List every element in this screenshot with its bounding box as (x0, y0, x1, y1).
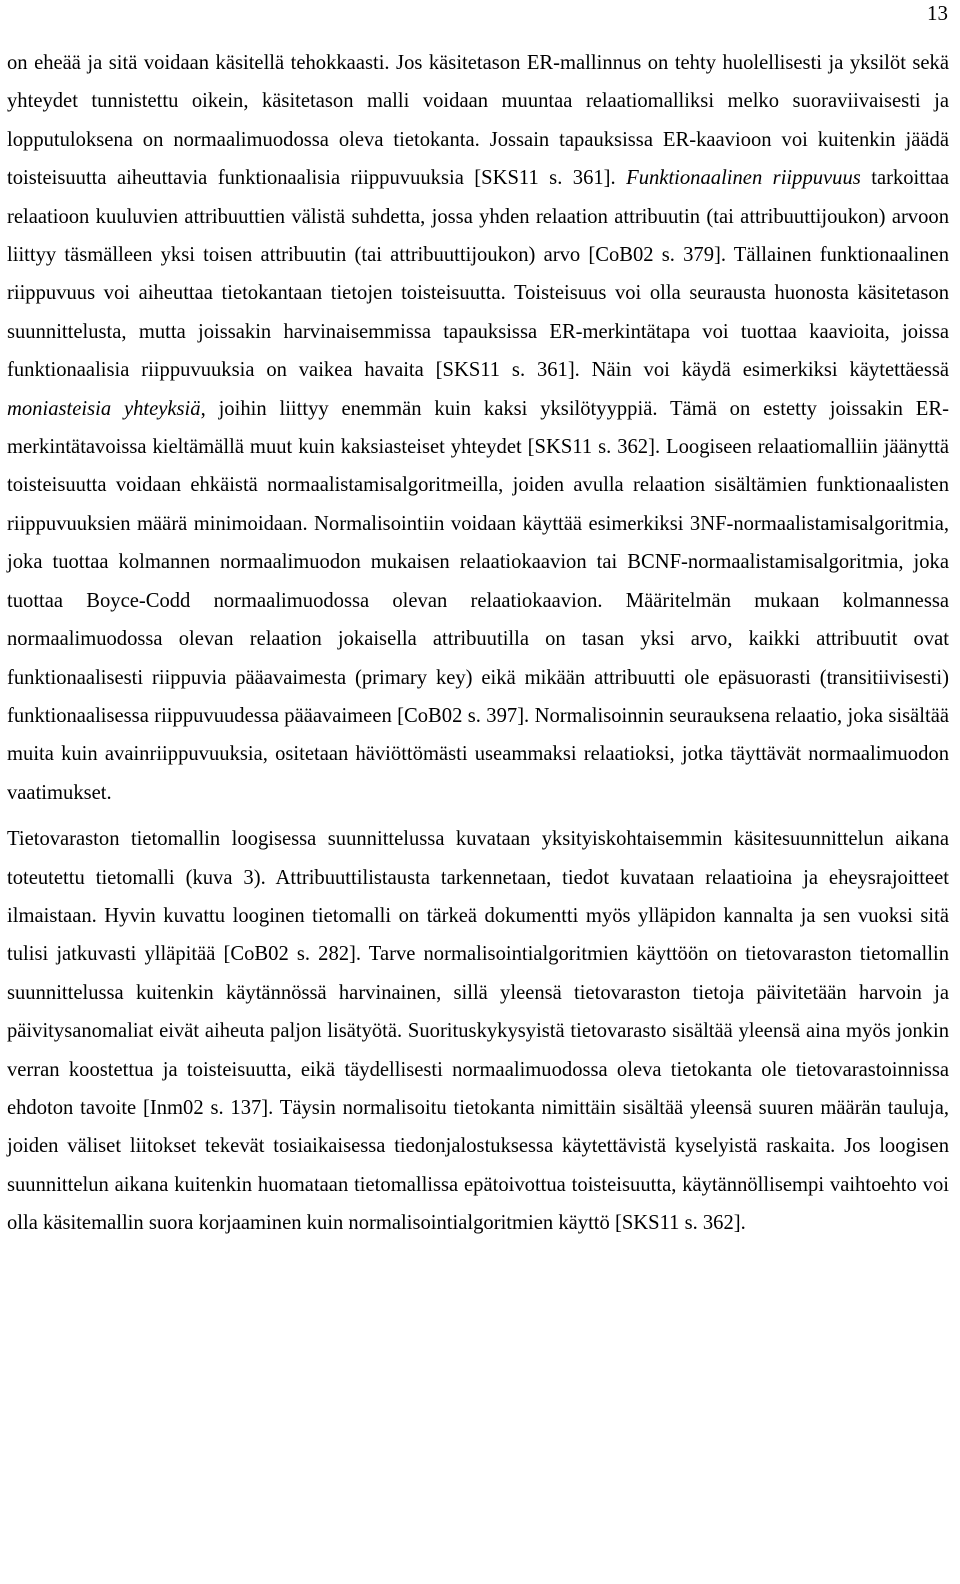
term-multi-degree-relationships: moniasteisia yhteyksiä (7, 397, 201, 420)
paragraph-text: Tietovaraston tietomallin loogisessa suunnittelussa kuvataan yksityiskohtaisemmin käsitesuunnittelun aikana toteutettu tietomalli (kuva 3). Attribuuttilistausta tarkennetaan, tiedot kuvataan relaatioina ja eheysrajoitteet ilmaistaan. Hyvin kuvattu looginen tietomalli on tärkeä dokumentti myös ylläpidon kannalta ja sen vuoksi sitä tulisi jatkuvasti ylläpitää [CoB02 s. 282]. Tarve normalisointialgoritmien käyttöön on tietovaraston tietomallin suunnittelussa kuitenkin käytännössä harvinainen, sillä yleensä tietovaraston tietoja päivitetään harvoin ja päivitysanomaliat eivät aiheuta paljon lisätyötä. Suorituskykysyistä tietovarasto sisältää yleensä aina myös jonkin verran koostettua ja toisteisuutta, eikä täydellisesti normaalimuodossa oleva tietokanta ole tietovarastoinnissa ehdoton tavoite [Inm02 s. 137]. Täysin normalisoitu tietokanta nimittäin sisältää yleensä suuren määrän tauluja, joiden väliset liitokset tekevät tosiaikaisessa tiedonjalostuksessa käytettävistä kyselyistä raskaita. Jos loogisen suunnittelun aikana kuitenkin huomataan tietomallissa epätoivottua toisteisuutta, käytännöllisempi vaihtoehto voi olla käsitemallin suora korjaaminen kuin normalisointialgoritmien käyttö [SKS11 s. 362]. (7, 828, 949, 1235)
paragraph-text: on eheää ja sitä voidaan käsitellä tehokkaasti. Jos käsitetason ER-mallinnus on tehty huolellisesti ja yksilöt sekä yhteydet tunnistettu oikein, käsitetason malli voidaan muuntaa relaatiomalliksi melko suoraviivaisesti ja lopputuloksena on normaalimuodossa oleva tietokanta. Jossain tapauksissa ER-kaavioon voi kuitenkin jäädä toisteisuutta aiheuttavia funktionaalisia riippuvuuksia [SKS11 s. 361]. (7, 52, 949, 190)
document-body (7, 44, 949, 1243)
paragraph-normalization (7, 44, 949, 812)
paragraph-data-warehouse-logical-design (7, 820, 949, 1242)
term-functional-dependency: Funktionaalinen riippuvuus (626, 167, 861, 190)
paragraph-text: , joihin liittyy enemmän kuin kaksi yksilötyyppiä. Tämä on estetty joissakin ER-merkintätavoissa kieltämällä muut kuin kaksiasteiset yhteydet [SKS11 s. 362]. Loogiseen relaatiomalliin jäänyttä toisteisuutta voidaan ehkäistä normaalistamisalgoritmeilla, joiden avulla relaation sisältämien funktionaalisten riippuvuuksien määrä minimoidaan. Normalisointiin voidaan käyttää esimerkiksi 3NF-normaalistamisalgoritmia, joka tuottaa kolmannen normaalimuodon mukaisen relaatiokaavion tai BCNF-normaalistamisalgoritmia, joka tuottaa Boyce-Codd normaalimuodossa olevan relaatiokaavion. Määritelmän mukaan kolmannessa normaalimuodossa olevan relaation jokaisella attribuutilla on tasan yksi arvo, kaikki attribuutit ovat funktionaalisesti riippuvia pääavaimesta (primary key) eikä mikään attribuutti ole epäsuorasti (transitiivisesti) funktionaalisessa riippuvuudessa pääavaimeen [CoB02 s. 397]. Normalisoinnin seurauksena relaatio, joka sisältää muita kuin avainriippuvuuksia, ositetaan häviöttömästi useammaksi relaatioksi, jotka täyttävät normaalimuodon vaatimukset. (7, 397, 949, 804)
paragraph-text: tarkoittaa relaatioon kuuluvien attribuuttien välistä suhdetta, jossa yhden relaation attribuutin (tai attribuuttijoukon) arvoon liittyy täsmälleen yksi toisen attribuutin (tai attribuuttijoukon) arvo [CoB02 s. 379]. Tällainen funktionaalinen riippuvuus voi aiheuttaa tietokantaan tietojen toisteisuutta. Toisteisuus voi olla seurausta huonosta käsitetason suunnittelusta, mutta joissakin harvinaisemmissa tapauksissa ER-merkintätapa voi tuottaa kaavioita, joissa funktionaalisia riippuvuuksia on vaikea havaita [SKS11 s. 361]. Näin voi käydä esimerkiksi käytettäessä (7, 167, 949, 382)
page-number: 13 (927, 1, 948, 25)
